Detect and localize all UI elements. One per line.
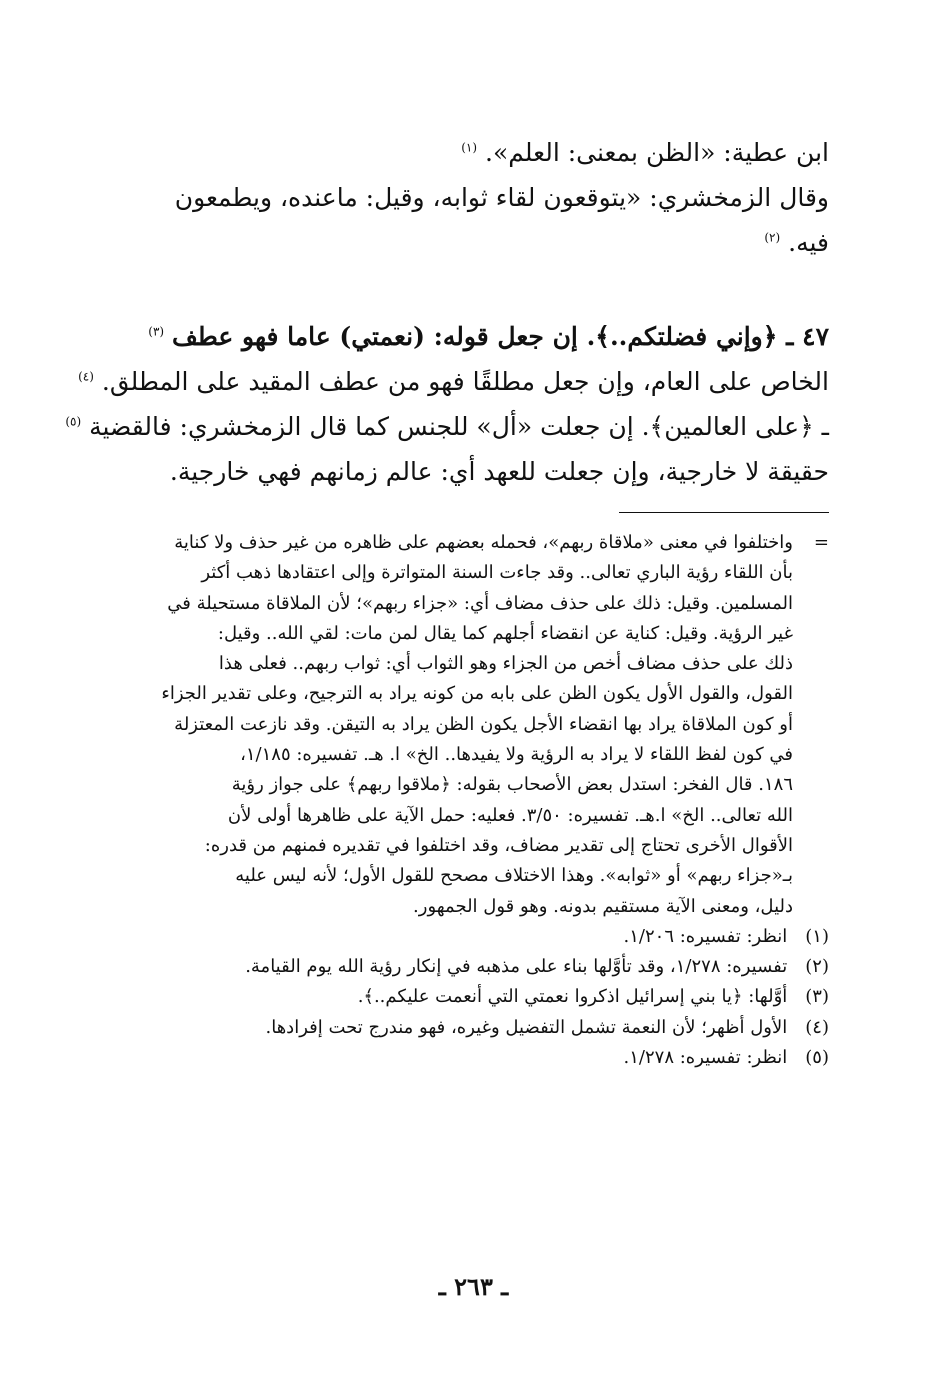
footnote-line: ١٨٦. قال الفخر: استدل بعض الأصحاب بقوله: ﴿ملاقوا ربهم﴾ على جواز رؤية bbox=[231, 774, 793, 796]
verse-47-section bbox=[65, 314, 829, 494]
footnotes bbox=[117, 528, 829, 1073]
footnote-text: انظر: تفسيره: ١/٢٠٦. bbox=[623, 925, 788, 947]
text-line bbox=[117, 175, 829, 220]
line-text: ٤٧ ـ ﴿وإني فضلتكم..﴾. إن جعل قوله: (نعمتي) عاما فهو عطف bbox=[172, 322, 829, 351]
footnote-ref[interactable]: (٣) bbox=[148, 324, 165, 339]
line-text: الخاص على العام، وإن جعل مطلقًا فهو من عطف المقيد على المطلق. bbox=[101, 367, 829, 396]
footnote-line: المسلمين. وقيل: ذلك على حذف مضاف أي: «جزاء ربهم»؛ لأن الملاقاة مستحيلة في bbox=[167, 592, 793, 614]
text-line bbox=[65, 404, 829, 449]
footnote-line: دليل، ومعنى الآية مستقيم بدونه. وهو قول الجمهور. bbox=[413, 895, 793, 917]
footnote-ref[interactable]: (١) bbox=[461, 140, 478, 155]
line-text: حقيقة لا خارجية، وإن جعلت للعهد أي: عالم زمانهم فهي خارجية. bbox=[169, 457, 829, 486]
page-number: ـ ٢٦٣ ـ bbox=[438, 1272, 509, 1301]
continuation-marker: = bbox=[813, 532, 829, 553]
footnote-number: (٢) bbox=[805, 956, 829, 978]
footnote-list bbox=[117, 922, 829, 1073]
footnote-number: (٥) bbox=[805, 1047, 829, 1069]
line-text: ابن عطية: «الظن بمعنى: العلم». bbox=[485, 138, 829, 167]
footnote-number: (٤) bbox=[805, 1016, 829, 1038]
footnote-continuation bbox=[117, 528, 829, 922]
footnote-item bbox=[117, 922, 829, 952]
text-line bbox=[117, 314, 829, 359]
text-line bbox=[117, 449, 829, 494]
footnote-text: تفسيره: ١/٢٧٨، وقد تأوَّلها بناء على مذهبه في إنكار رؤية الله يوم القيامة. bbox=[245, 956, 788, 978]
footnote-line: القول، والقول الأول يكون الظن على بابه من كونه يراد به الترجيح، وعلى تقدير الجزاء bbox=[161, 683, 793, 705]
footnote-item bbox=[117, 1043, 829, 1073]
text-line bbox=[117, 220, 829, 265]
footnote-ref[interactable]: (٢) bbox=[764, 230, 781, 245]
footnote-divider bbox=[619, 512, 829, 513]
footnote-line: أو كون الملاقاة يراد بها انقضاء الأجل يكون الظن يراد به التيقن. وقد نازعت المعتزلة bbox=[174, 713, 793, 735]
footnote-item bbox=[117, 952, 829, 982]
intro-paragraph bbox=[117, 130, 829, 265]
line-text: وقال الزمخشري: «يتوقعون لقاء ثوابه، وقيل: ماعنده، ويطمعون bbox=[174, 183, 829, 212]
footnote-line: واختلفوا في معنى «ملاقاة ربهم»، فحمله بعضهم على ظاهره من غير حذف ولا كناية bbox=[174, 532, 793, 553]
footnote-item bbox=[117, 982, 829, 1012]
footnote-line: بـ«جزاء ربهم» أو «ثوابه». وهذا الاختلاف مصحح للقول الأول؛ لأنه ليس عليه bbox=[235, 865, 793, 887]
footnote-line: الله تعالى.. الخ» ا.هـ. تفسيره: ٣/٥٠. فعليه: حمل الآية على ظاهرها أولى لأن bbox=[227, 804, 793, 826]
text-line bbox=[78, 359, 829, 404]
footnote-line: الأقوال الأخرى تحتاج إلى تقدير مضاف، وقد اختلفوا في تقديره فمنهم من قدره: bbox=[204, 834, 793, 856]
footnote-line: ذلك على حذف مضاف أخص من الجزاء وهو الثواب أي: ثواب ربهم.. فعلى هذا bbox=[218, 653, 793, 675]
footnote-item bbox=[117, 1013, 829, 1043]
footnote-ref[interactable]: (٤) bbox=[78, 369, 94, 384]
line-text: ـ ﴿على العالمين﴾. إن جعلت «أل» للجنس كما قال الزمخشري: فالقضية bbox=[89, 412, 829, 441]
footnote-line: في كون لفظ اللقاء لا يراد به الرؤية ولا يفيدها.. الخ» ا. هـ. تفسيره: ١/١٨٥، bbox=[240, 744, 793, 766]
footnote-text: انظر: تفسيره: ١/٢٧٨. bbox=[623, 1047, 788, 1069]
footnote-number: (٣) bbox=[805, 986, 829, 1008]
line-text: فيه. bbox=[788, 228, 829, 257]
footnote-text: الأول أظهر؛ لأن النعمة تشمل التفضيل وغيره، فهو مندرج تحت إفرادها. bbox=[265, 1016, 788, 1038]
footnote-ref[interactable]: (٥) bbox=[65, 414, 82, 429]
footnote-text: أوَّلها: ﴿يا بني إسرائيل اذكروا نعمتي التي أنعمت عليكم..﴾. bbox=[357, 986, 788, 1008]
footnote-number: (١) bbox=[805, 925, 829, 947]
text-line bbox=[117, 130, 829, 175]
footnote-line: بأن اللقاء رؤية الباري تعالى.. وقد جاءت السنة المتواترة وإلى اعتقادها ذهب أكثر bbox=[201, 562, 793, 584]
footnote-line: غير الرؤية. وقيل: كناية عن انقضاء أجلهم كما يقال لمن مات: لقي الله.. وقيل: bbox=[217, 622, 793, 644]
